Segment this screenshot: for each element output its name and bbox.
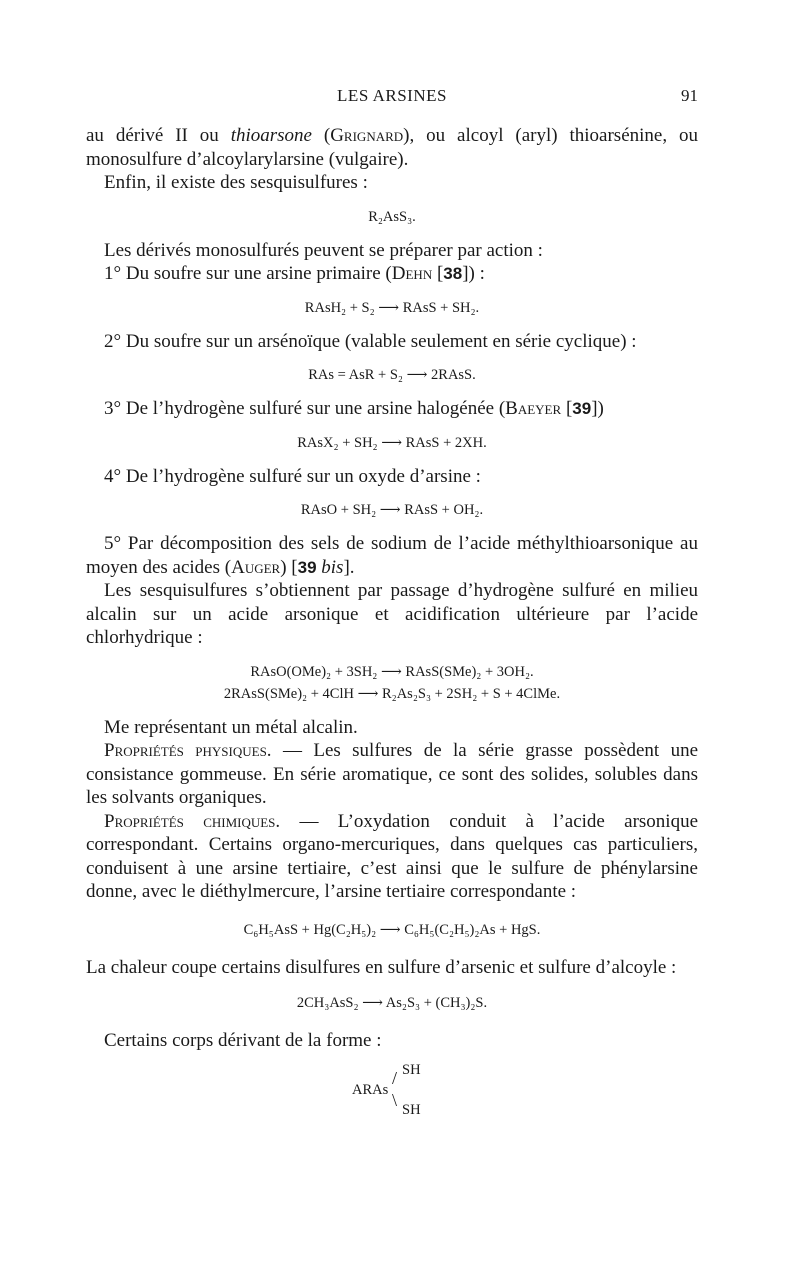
paragraph: 1° Du soufre sur une arsine primaire (Dehn [38]) : <box>104 263 485 284</box>
paragraph: au dérivé II ou thioarsone (Grignard), ou alcoyl (aryl) thioarsénine, ou monosulfure d’alcoylarylarsine (vulgaire). <box>86 125 698 170</box>
body-text <box>86 124 698 1121</box>
formula-group-top: SH <box>402 1061 421 1078</box>
formula: RAsO(OMe)₂ + 3SH₂ ⟶ RAsS(SMe)₂ + 3OH₂. <box>250 663 534 680</box>
formula: RAsH₂ + S₂ ⟶ RAsS + SH₂. <box>304 299 480 316</box>
author-name: Baeyer <box>505 398 562 419</box>
formula-core: ARAs <box>352 1081 389 1098</box>
paragraph: Propriétés chimiques. — L’oxydation conduit à l’acide arsonique correspondant. Certains organo-mercuriques, dans quelques cas particuliers, conduisent à une arsine tertiaire, c’est ainsi que le sulfure de phénylarsine donne, avec le diéthylmercure, l’arsine tertiaire correspondante : <box>86 810 698 902</box>
bond-up: / <box>392 1067 398 1088</box>
paragraph: Propriétés physiques. — Les sulfures de la série grasse possèdent une consistance gommeuse. En série aromatique, ce sont des solides, solubles dans les solvants organiques. <box>86 740 698 808</box>
paragraph: Enfin, il existe des sesquisulfures : <box>104 172 368 193</box>
structural-formula <box>352 1059 502 1121</box>
formula-group-bottom: SH <box>402 1101 421 1118</box>
formula: RAsX₂ + SH₂ ⟶ RAsS + 2XH. <box>297 434 487 451</box>
page-header <box>86 86 698 110</box>
page-number: 91 <box>681 86 698 105</box>
paragraph: La chaleur coupe certains disulfures en sulfure d’arsenic et sulfure d’alcoyle : <box>86 956 677 978</box>
reference-number: 38 <box>443 264 463 283</box>
formula: 2RAsS(SMe)₂ + 4ClH ⟶ R₂As₂S₃ + 2SH₂ + S + 4ClMe. <box>223 685 561 702</box>
author-name: Auger <box>231 556 281 578</box>
paragraph: Me représentant un métal alcalin. <box>104 716 358 738</box>
paragraph: 5° Par décomposition des sels de sodium de l’acide méthylthioarsonique au moyen des acides (Auger) [39 bis]. <box>86 533 698 578</box>
author-name: Dehn <box>391 263 433 284</box>
paragraph: Les dérivés monosulfurés peuvent se préparer par action : <box>104 239 543 261</box>
formula: C₆H₅AsS + Hg(C₂H₅)₂ ⟶ C₆H₅(C₂H₅)₂As + HgS. <box>243 921 541 938</box>
formula: RAs = AsR + S₂ ⟶ 2RAsS. <box>308 367 476 383</box>
author-name: Grignard <box>330 125 404 146</box>
bond-down: \ <box>392 1089 398 1110</box>
paragraph: 2° Du soufre sur un arsénoïque (valable seulement en série cyclique) : <box>104 330 637 352</box>
reference-number: 39 <box>297 557 317 577</box>
formula: 2CH₃AsS₂ ⟶ As₂S₃ + (CH₃)₂S. <box>296 995 488 1011</box>
formula: R₂AsS₃. <box>368 208 416 225</box>
paragraph: Les sesquisulfures s’obtiennent par passage d’hydrogène sulfuré en milieu alcalin sur un acide arsonique et acidification ultérieure par l’acide chlorhydrique : <box>86 580 698 648</box>
reference-number: 39 <box>572 399 592 418</box>
paragraph: Certains corps dérivant de la forme : <box>104 1030 382 1051</box>
formula: RAsO + SH₂ ⟶ RAsS + OH₂. <box>300 502 484 518</box>
running-title: LES ARSINES <box>337 86 447 105</box>
section-heading: Propriétés chimiques. <box>104 810 281 832</box>
paragraph: 3° De l’hydrogène sulfuré sur une arsine halogénée (Baeyer [39]) <box>104 398 604 419</box>
section-heading: Propriétés physiques. <box>104 740 272 761</box>
paragraph: 4° De l’hydrogène sulfuré sur un oxyde d’arsine : <box>104 465 481 487</box>
